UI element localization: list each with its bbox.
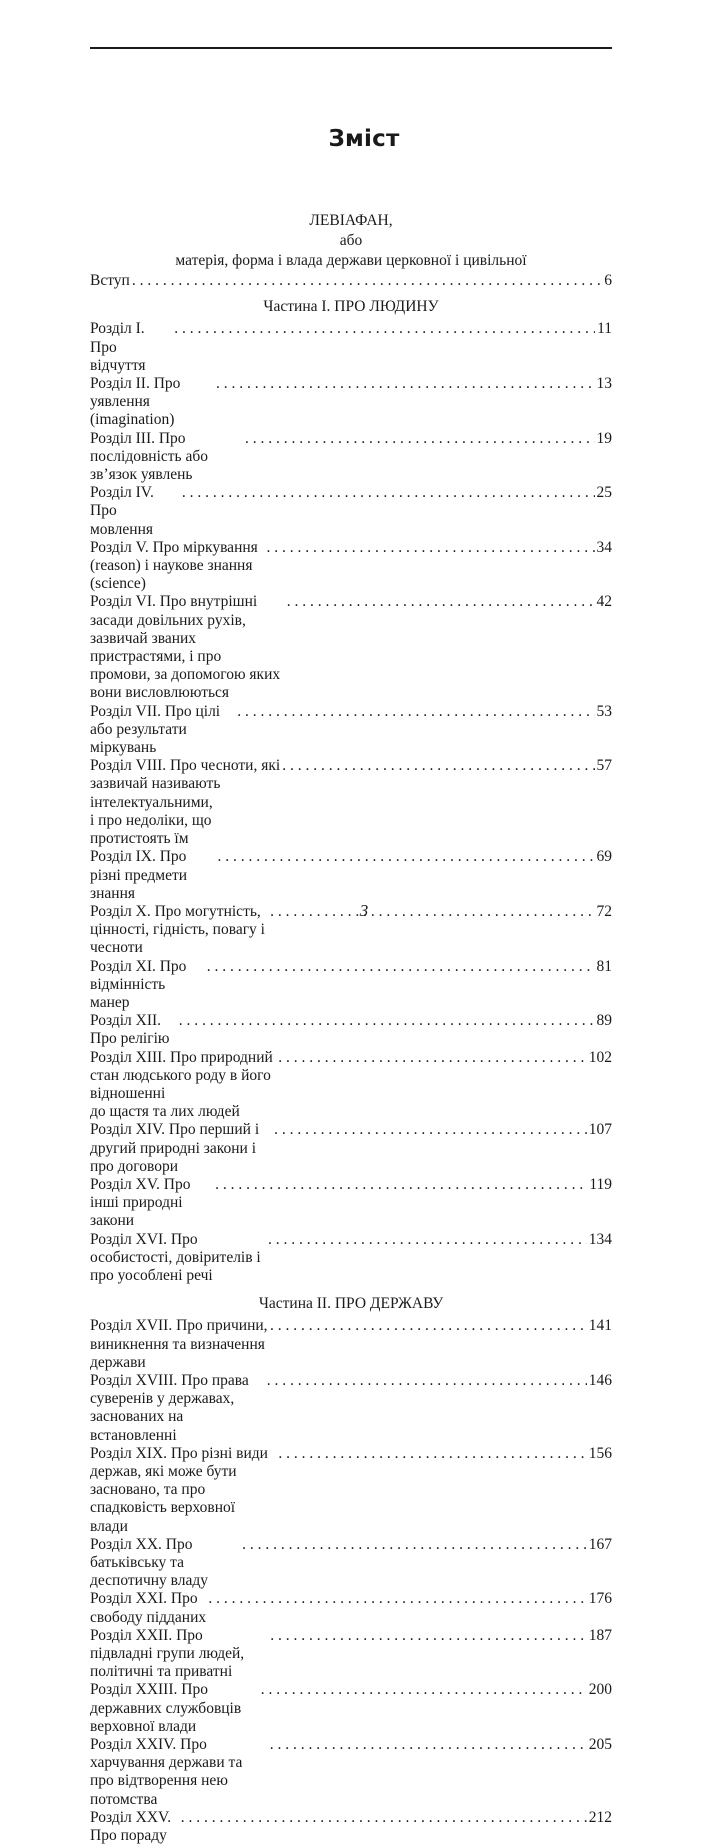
dot-leader — [287, 593, 595, 611]
page-number: 3 — [359, 901, 369, 920]
toc-entry[interactable] — [90, 1627, 612, 1682]
toc-entry[interactable] — [90, 484, 612, 539]
toc-entry-page: 141 — [588, 1317, 612, 1335]
part-1-chapter-list — [90, 320, 612, 1285]
toc-entry[interactable] — [90, 848, 612, 903]
dot-leader — [282, 757, 594, 775]
toc-entry[interactable] — [90, 1176, 612, 1231]
toc-entry-page: 102 — [588, 1048, 612, 1066]
toc-entry[interactable] — [90, 1012, 612, 1048]
dot-leader — [217, 848, 594, 866]
book-subtitle: матерія, форма і влада держави церковної і цивільної — [175, 252, 527, 269]
toc-entry-title: Розділ XXV. Про пораду — [90, 1808, 172, 1845]
toc-entry-title: Розділ XIX. Про різні види держав, які може бути засновано, та про спадковість верховної влади — [90, 1444, 268, 1535]
dot-leader — [179, 1012, 595, 1030]
toc-entry-title: Розділ X. Про могутність, цінності, гідність, повагу і чесноти — [90, 902, 265, 957]
toc-entry[interactable] — [90, 539, 612, 594]
dot-leader — [245, 430, 595, 448]
toc-entry-title: Розділ VIII. Про чесноти, які зазвичай називають інтелектуальними, і про недоліки, що протистоять їм — [90, 757, 281, 848]
dot-leader — [267, 539, 595, 557]
toc-entry-page: 72 — [596, 902, 612, 920]
toc-entry-title: Розділ VII. Про цілі або результати міркувань — [90, 702, 221, 757]
dot-leader — [268, 1231, 587, 1249]
toc-entry-page: 25 — [596, 484, 612, 502]
dot-leader — [267, 1372, 587, 1390]
toc-entry-page: 34 — [596, 538, 612, 556]
toc-entry-page: 146 — [588, 1371, 612, 1389]
dot-leader — [270, 1736, 587, 1754]
toc-entry-page: 187 — [588, 1626, 612, 1644]
toc-entry[interactable] — [90, 1736, 612, 1809]
toc-entry-title: Розділ XXIII. Про державних службовців верховної влади — [90, 1681, 242, 1735]
toc-entry-page: 176 — [588, 1590, 612, 1608]
toc-entry-page: 42 — [596, 593, 612, 611]
toc-entry-title: Розділ III. Про послідовність або зв’язок уявлень — [90, 429, 209, 484]
toc-entry-title: Розділ XXIV. Про харчування держави та про відтворення нею потомства — [90, 1736, 243, 1808]
toc-entry-title: Розділ II. Про уявлення (imagination) — [90, 375, 181, 429]
toc-entry[interactable] — [90, 1049, 612, 1122]
toc-entry-page: 53 — [596, 702, 612, 720]
dot-leader — [261, 1681, 587, 1699]
toc-entry[interactable] — [90, 1681, 612, 1736]
toc-entry[interactable] — [90, 1121, 612, 1176]
toc-entry[interactable] — [90, 703, 612, 758]
toc-entry-page: 212 — [588, 1808, 612, 1826]
toc-entry-page: 13 — [596, 375, 612, 393]
toc-entry[interactable] — [90, 1590, 612, 1626]
book-title: ЛЕВІАФАН, — [309, 212, 393, 229]
toc-entry-title: Розділ XVII. Про причини, виникнення та визначення держави — [90, 1317, 268, 1371]
toc-entry-title: Розділ XI. Про відмінність манер — [90, 957, 187, 1011]
toc-entry-page: 134 — [588, 1230, 612, 1248]
table-of-contents — [90, 272, 612, 1845]
toc-entry-title: Розділ XVI. Про особистості, довірителів і про уособлені речі — [90, 1230, 261, 1284]
dot-leader — [207, 958, 595, 976]
dot-leader — [216, 375, 595, 393]
toc-entry-page: 205 — [588, 1736, 612, 1754]
toc-entry-page: 6 — [604, 272, 612, 289]
toc-entry[interactable] — [90, 757, 612, 848]
toc-entry-title: Розділ IX. Про різні предмети знання — [90, 848, 188, 902]
dot-leader — [270, 1627, 586, 1645]
toc-entry[interactable] — [90, 320, 612, 375]
dot-leader — [278, 1445, 586, 1463]
toc-entry-title: Розділ XXI. Про свободу підданих — [90, 1590, 207, 1626]
toc-entry[interactable] — [90, 1317, 612, 1372]
page-heading: Зміст — [328, 126, 400, 152]
dot-leader — [242, 1536, 587, 1554]
toc-entry-page: 107 — [588, 1121, 612, 1139]
dot-leader — [274, 1121, 587, 1139]
toc-entry-page: 81 — [596, 957, 612, 975]
toc-entry-page: 119 — [589, 1175, 612, 1193]
dot-leader — [181, 1809, 587, 1827]
toc-entry-title: Розділ XII. Про релігію — [90, 1012, 170, 1048]
toc-entry-page: 167 — [588, 1535, 612, 1553]
dot-leader — [174, 320, 595, 338]
book-title-block — [90, 211, 612, 271]
toc-entry-title: Розділ XVIII. Про права суверенів у державах, заснованих на встановленні — [90, 1371, 249, 1444]
part-1-title: Частина I. ПРО ЛЮДИНУ — [263, 298, 439, 316]
dot-leader — [270, 1317, 587, 1335]
toc-entry[interactable] — [90, 375, 612, 430]
toc-entry-page: 57 — [596, 757, 612, 775]
toc-entry-title: Розділ I. Про відчуття — [90, 320, 146, 374]
toc-entry[interactable] — [90, 1231, 612, 1286]
book-conjunction: або — [339, 232, 363, 249]
toc-entry-page: 156 — [588, 1444, 612, 1462]
toc-entry-title: Розділ XIV. Про перший і другий природні закони і про договори — [90, 1121, 260, 1175]
dot-leader — [278, 1049, 587, 1067]
toc-entry[interactable] — [90, 1809, 612, 1845]
toc-entry[interactable] — [90, 958, 612, 1013]
toc-entry[interactable] — [90, 430, 612, 485]
part-2-title: Частина II. ПРО ДЕРЖАВУ — [258, 1295, 444, 1313]
part-2-chapter-list — [90, 1317, 612, 1845]
top-rule — [90, 47, 612, 49]
dot-leader — [215, 1176, 587, 1194]
toc-entry-title: Розділ V. Про міркування (reason) і наукове знання (science) — [90, 538, 258, 593]
toc-entry-title: Розділ XV. Про інші природні закони — [90, 1175, 191, 1230]
toc-entry[interactable] — [90, 1536, 612, 1591]
toc-entry-title: Розділ XX. Про батьківську та деспотичну владу — [90, 1535, 209, 1590]
dot-leader — [208, 1590, 586, 1608]
toc-entry-title: Розділ XIII. Про природний стан людського роду в його відношенні до щастя та лих людей — [90, 1048, 273, 1121]
toc-entry-title: Розділ VI. Про внутрішні засади довільних рухів, зазвичай званих пристрастями, і про промови, за допомогою яких вони висловлюються — [90, 593, 281, 702]
toc-entry-page: 69 — [596, 848, 612, 866]
toc-entry[interactable] — [90, 1445, 612, 1536]
toc-entry[interactable] — [90, 1372, 612, 1445]
toc-entry-page: 11 — [597, 320, 612, 338]
dot-leader — [237, 703, 594, 721]
toc-entry-page: 200 — [588, 1681, 612, 1699]
toc-entry-title: Розділ XXII. Про підвладні групи людей, політичні та приватні — [90, 1626, 245, 1681]
toc-entry-page: 89 — [596, 1012, 612, 1030]
dot-leader — [132, 272, 602, 290]
toc-entry-page: 19 — [596, 429, 612, 447]
dot-leader — [182, 484, 595, 502]
toc-entry-title: Вступ — [90, 272, 130, 289]
toc-entry[interactable] — [90, 593, 612, 702]
toc-entry-intro[interactable] — [90, 272, 612, 290]
toc-entry-title: Розділ IV. Про мовлення — [90, 484, 154, 538]
